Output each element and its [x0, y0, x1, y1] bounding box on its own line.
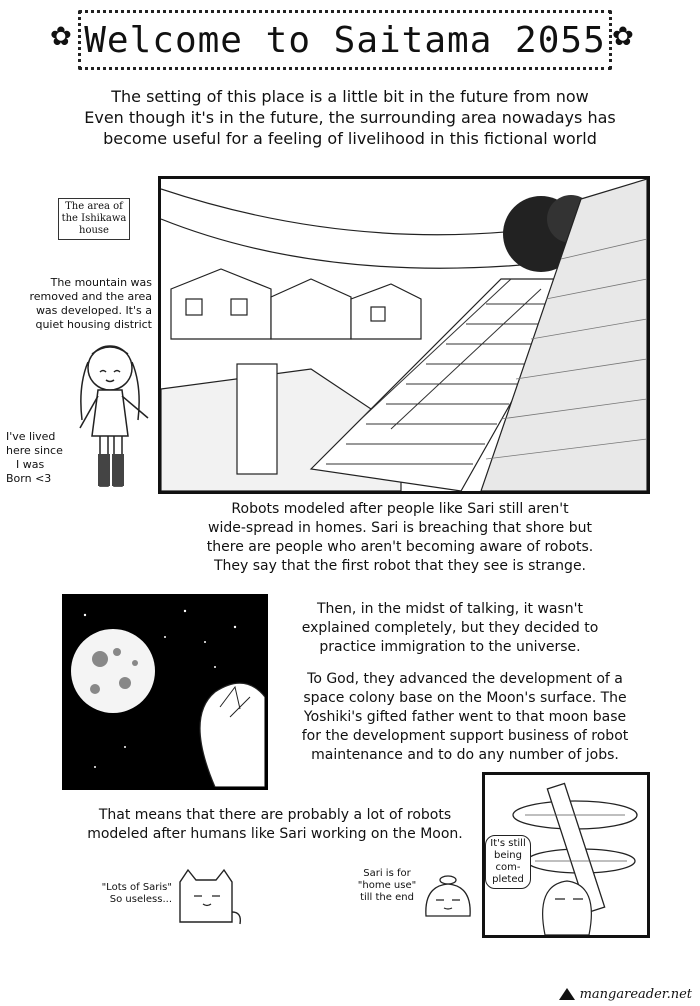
stairs-scene-illustration — [161, 179, 647, 491]
side-note-mountain — [10, 276, 152, 332]
note-line: Born <3 — [6, 472, 52, 485]
moon-robots-paragraph — [70, 806, 480, 844]
paragraph-line: explained completely, but they decided to — [301, 620, 599, 636]
paragraph-line: for the development support business of robot — [301, 728, 629, 744]
note-line: here since — [6, 444, 63, 457]
page-title: Welcome to Saitama 2055 — [78, 10, 612, 70]
paragraph-line: modeled after humans like Sari working on the Moon. — [87, 826, 463, 842]
paragraph-line: there are people who aren't becoming aware of robots. — [206, 539, 594, 555]
note-line: quiet housing district — [35, 318, 152, 331]
space-colony-panel — [482, 772, 650, 938]
intro-line: become useful for a feeling of livelihood in this fictional world — [103, 129, 597, 148]
paragraph-line: To God, they advanced the development of a — [307, 671, 623, 687]
intro-text — [40, 86, 660, 149]
cat-blob-illustration — [170, 862, 246, 934]
manga-logo-icon — [558, 986, 576, 1002]
sari-face-doodle — [420, 866, 476, 922]
bubble-line: com- — [495, 862, 521, 873]
paragraph-line: They say that the first robot that they see is strange. — [213, 558, 587, 574]
watermark-text: mangareader.net — [579, 986, 692, 1002]
note-line: till the end — [360, 892, 414, 903]
moon-panel — [62, 594, 268, 790]
note-line: "home use" — [357, 880, 417, 891]
watermark — [558, 986, 692, 1002]
note-line: "Lots of Saris" — [101, 882, 172, 893]
bubble-line: It's still — [490, 838, 526, 849]
sari-chibi-illustration — [62, 336, 158, 516]
lots-of-saris-note — [82, 882, 172, 906]
note-line: was developed. It's a — [35, 304, 152, 317]
location-caption-box — [58, 198, 130, 240]
paragraph-line: That means that there are probably a lot of robots — [98, 807, 452, 823]
side-note-lived — [6, 430, 68, 486]
paragraph-line: maintenance and to do any number of jobs. — [311, 747, 619, 763]
paragraph-line: wide-spread in homes. Sari is breaching that shore but — [208, 520, 592, 536]
paragraph-line: Robots modeled after people like Sari still aren't — [231, 501, 569, 517]
bubble-line: pleted — [492, 874, 524, 885]
robots-paragraph — [170, 500, 630, 576]
colony-paragraph — [270, 670, 660, 765]
sari-home-use-note — [352, 868, 422, 904]
paragraph-line: Then, in the midst of talking, it wasn't — [316, 601, 584, 617]
paragraph-line: practice immigration to the universe. — [319, 639, 581, 655]
location-caption-text: The area of the Ishikawa house — [61, 201, 127, 236]
note-line: I was — [16, 458, 45, 471]
note-line: The mountain was — [50, 276, 152, 289]
stairs-scene-panel — [158, 176, 650, 494]
intro-line: The setting of this place is a little bit in the future from now — [111, 87, 589, 106]
intro-line: Even though it's in the future, the surrounding area nowadays has — [84, 108, 616, 127]
note-line: I've lived — [6, 430, 56, 443]
bubble-line: being — [494, 850, 522, 861]
immigration-paragraph — [270, 600, 630, 657]
note-line: Sari is for — [363, 868, 411, 879]
moon-scene-illustration — [65, 597, 265, 787]
note-line: So useless... — [109, 894, 172, 905]
still-being-completed-bubble — [485, 835, 531, 889]
note-line: removed and the area — [29, 290, 152, 303]
flower-right-icon: ✿ — [612, 22, 634, 52]
flower-left-icon: ✿ — [50, 22, 72, 52]
paragraph-line: Yoshiki's gifted father went to that moon base — [303, 709, 627, 725]
paragraph-line: space colony base on the Moon's surface. The — [303, 690, 627, 706]
